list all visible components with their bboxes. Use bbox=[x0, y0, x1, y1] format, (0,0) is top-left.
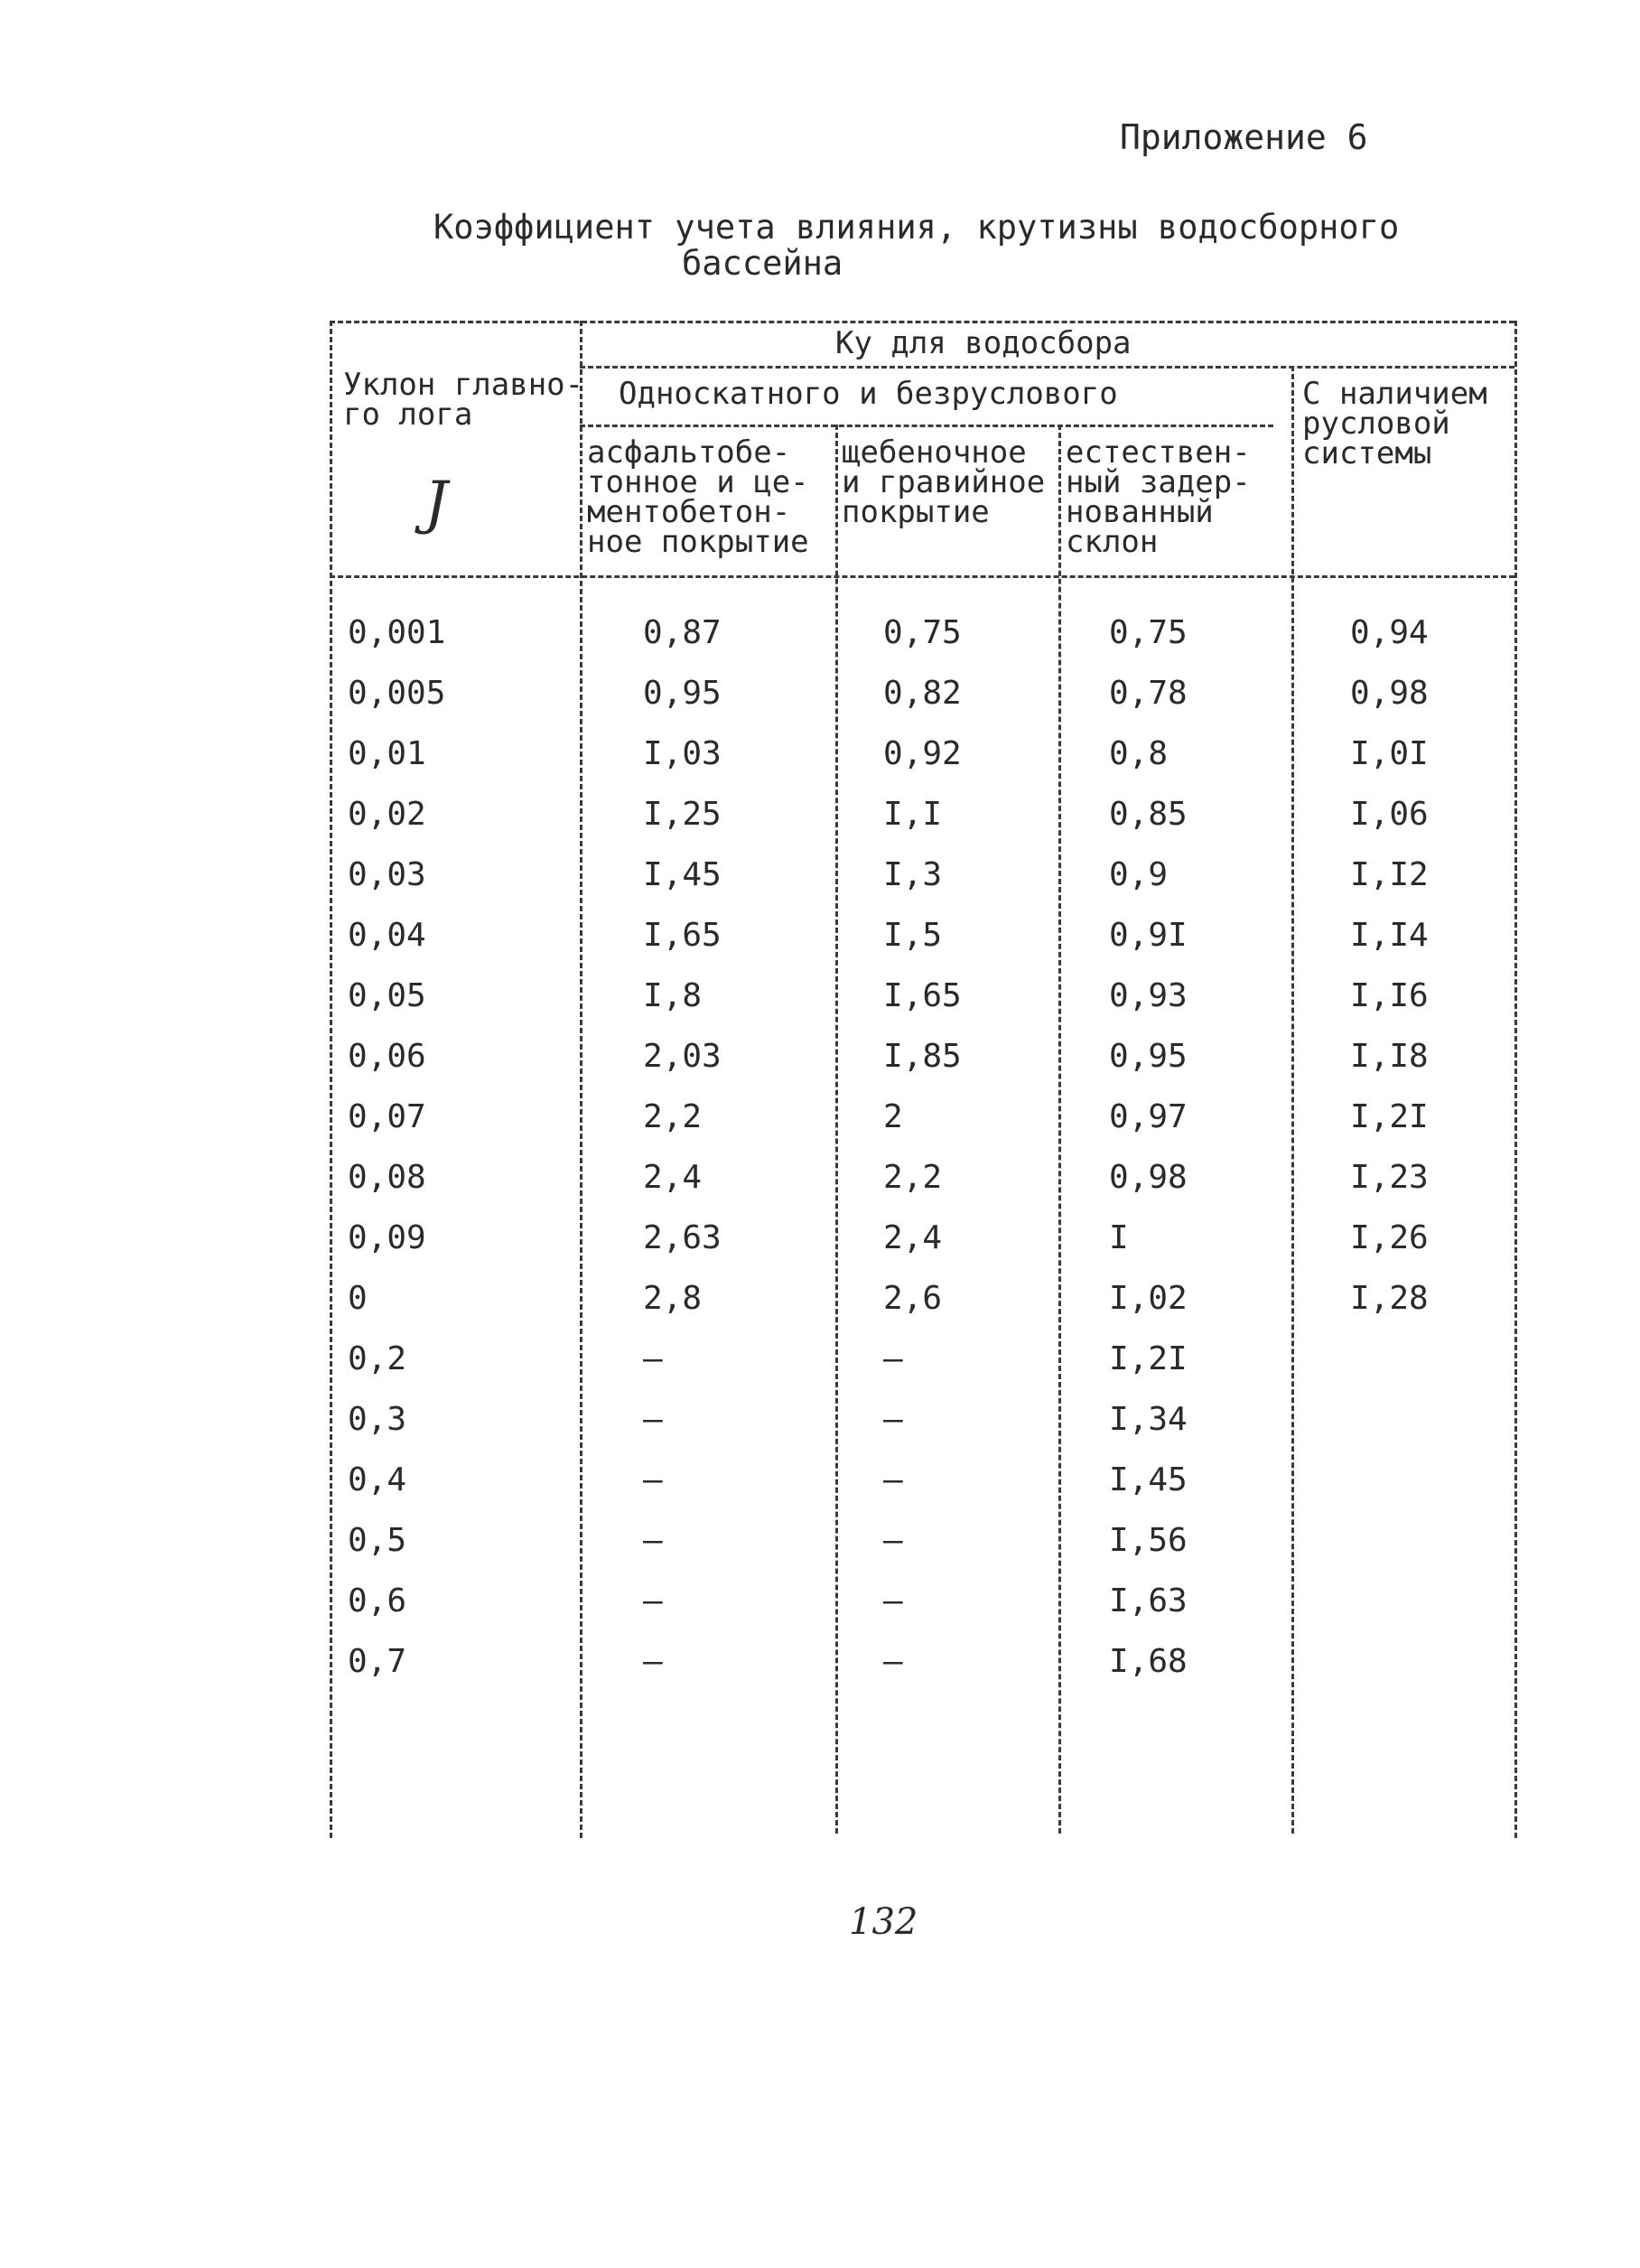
cell-natural: 0,97 bbox=[1109, 1098, 1188, 1135]
table-left-border bbox=[330, 321, 332, 1838]
cell-channel: I,2I bbox=[1350, 1098, 1429, 1135]
cell-asphalt: 2,2 bbox=[643, 1098, 703, 1135]
cell-slope: 0,4 bbox=[348, 1461, 407, 1498]
cell-asphalt: 0,87 bbox=[643, 614, 722, 651]
cell-slope: 0 bbox=[348, 1280, 368, 1317]
cell-natural: 0,9 bbox=[1109, 856, 1169, 893]
header-bottom-border bbox=[330, 575, 1514, 578]
header-slope-symbol: J bbox=[424, 470, 448, 537]
cell-gravel: I,65 bbox=[883, 977, 962, 1014]
cell-gravel: 0,92 bbox=[883, 735, 962, 772]
cell-channel: I,I6 bbox=[1350, 977, 1429, 1014]
cell-asphalt: 2,4 bbox=[643, 1159, 703, 1196]
cell-natural: I,56 bbox=[1109, 1522, 1188, 1559]
cell-asphalt: – bbox=[643, 1461, 663, 1498]
column-divider-4 bbox=[1291, 366, 1294, 1834]
cell-channel: I,I4 bbox=[1350, 917, 1429, 954]
cell-channel: I,I8 bbox=[1350, 1038, 1429, 1075]
cell-gravel: – bbox=[883, 1340, 903, 1377]
cell-asphalt: – bbox=[643, 1401, 663, 1438]
cell-natural: I,02 bbox=[1109, 1280, 1188, 1317]
cell-gravel: – bbox=[883, 1522, 903, 1559]
cell-slope: 0,03 bbox=[348, 856, 426, 893]
cell-natural: 0,75 bbox=[1109, 614, 1188, 651]
cell-slope: 0,07 bbox=[348, 1098, 426, 1135]
cell-asphalt: 2,8 bbox=[643, 1280, 703, 1317]
cell-natural: 0,78 bbox=[1109, 675, 1188, 712]
cell-asphalt: 2,63 bbox=[643, 1219, 722, 1256]
cell-gravel: – bbox=[883, 1643, 903, 1680]
cell-slope: 0,09 bbox=[348, 1219, 426, 1256]
cell-asphalt: I,8 bbox=[643, 977, 703, 1014]
table-top-border bbox=[330, 321, 1514, 323]
cell-gravel: 2,4 bbox=[883, 1219, 943, 1256]
header-col-gravel: щебеночное и гравийное покрытие bbox=[842, 434, 1046, 530]
page-number: 132 bbox=[849, 1901, 918, 1943]
cell-gravel: I,I bbox=[883, 796, 943, 833]
cell-natural: I bbox=[1109, 1219, 1129, 1256]
cell-slope: 0,05 bbox=[348, 977, 426, 1014]
cell-asphalt: – bbox=[643, 1582, 663, 1619]
single-slope-divider bbox=[580, 425, 1273, 427]
cell-natural: 0,8 bbox=[1109, 735, 1169, 772]
cell-gravel: 2 bbox=[883, 1098, 903, 1135]
cell-slope: 0,7 bbox=[348, 1643, 407, 1680]
title-line-2: бассейна bbox=[682, 244, 843, 283]
cell-slope: 0,2 bbox=[348, 1340, 407, 1377]
appendix-label: Приложение 6 bbox=[1120, 117, 1368, 157]
cell-gravel: – bbox=[883, 1461, 903, 1498]
cell-asphalt: 2,03 bbox=[643, 1038, 722, 1075]
cell-slope: 0,08 bbox=[348, 1159, 426, 1196]
cell-natural: I,68 bbox=[1109, 1643, 1188, 1680]
column-divider-2 bbox=[835, 425, 838, 1834]
cell-asphalt: I,25 bbox=[643, 796, 722, 833]
header-col-natural: естествен- ный задер- нованный склон bbox=[1066, 434, 1251, 560]
cell-slope: 0,3 bbox=[348, 1401, 407, 1438]
cell-natural: I,45 bbox=[1109, 1461, 1188, 1498]
cell-channel: I,06 bbox=[1350, 796, 1429, 833]
cell-slope: 0,6 bbox=[348, 1582, 407, 1619]
cell-natural: I,63 bbox=[1109, 1582, 1188, 1619]
header-slope: Уклон главно- го лога bbox=[343, 367, 584, 433]
cell-gravel: 0,75 bbox=[883, 614, 962, 651]
cell-slope: 0,001 bbox=[348, 614, 446, 651]
cell-channel: I,I2 bbox=[1350, 856, 1429, 893]
cell-channel: 0,94 bbox=[1350, 614, 1429, 651]
cell-gravel: 0,82 bbox=[883, 675, 962, 712]
cell-natural: 0,85 bbox=[1109, 796, 1188, 833]
cell-asphalt: I,45 bbox=[643, 856, 722, 893]
header-col-channel: С наличием русловой системы bbox=[1302, 376, 1487, 471]
cell-asphalt: – bbox=[643, 1340, 663, 1377]
cell-channel: I,0I bbox=[1350, 735, 1429, 772]
cell-natural: I,34 bbox=[1109, 1401, 1188, 1438]
cell-gravel: I,85 bbox=[883, 1038, 962, 1075]
cell-slope: 0,5 bbox=[348, 1522, 407, 1559]
cell-asphalt: – bbox=[643, 1643, 663, 1680]
cell-channel: 0,98 bbox=[1350, 675, 1429, 712]
cell-asphalt: I,03 bbox=[643, 735, 722, 772]
cell-gravel: – bbox=[883, 1582, 903, 1619]
cell-gravel: 2,2 bbox=[883, 1159, 943, 1196]
cell-asphalt: – bbox=[643, 1522, 663, 1559]
cell-gravel: I,3 bbox=[883, 856, 943, 893]
ky-group-divider bbox=[580, 366, 1514, 369]
cell-slope: 0,02 bbox=[348, 796, 426, 833]
table-right-border bbox=[1514, 321, 1517, 1838]
cell-channel: I,23 bbox=[1350, 1159, 1429, 1196]
column-divider-1 bbox=[580, 321, 582, 1838]
header-col-asphalt: асфальтобе- тонное и це- ментобетон- ное покрытие bbox=[587, 434, 809, 560]
cell-slope: 0,005 bbox=[348, 675, 446, 712]
cell-gravel: 2,6 bbox=[883, 1280, 943, 1317]
cell-channel: I,28 bbox=[1350, 1280, 1429, 1317]
cell-channel: I,26 bbox=[1350, 1219, 1429, 1256]
cell-natural: I,2I bbox=[1109, 1340, 1188, 1377]
cell-gravel: I,5 bbox=[883, 917, 943, 954]
cell-natural: 0,93 bbox=[1109, 977, 1188, 1014]
cell-slope: 0,06 bbox=[348, 1038, 426, 1075]
cell-slope: 0,01 bbox=[348, 735, 426, 772]
title-line-1: Коэффициент учета влияния, крутизны водосборного bbox=[433, 208, 1400, 247]
cell-natural: 0,9I bbox=[1109, 917, 1188, 954]
column-divider-3 bbox=[1058, 425, 1061, 1834]
cell-asphalt: I,65 bbox=[643, 917, 722, 954]
cell-natural: 0,98 bbox=[1109, 1159, 1188, 1196]
header-ky-group: Ку для водосбора bbox=[835, 325, 1132, 361]
cell-slope: 0,04 bbox=[348, 917, 426, 954]
cell-asphalt: 0,95 bbox=[643, 675, 722, 712]
cell-gravel: – bbox=[883, 1401, 903, 1438]
document-title bbox=[433, 210, 1399, 282]
cell-natural: 0,95 bbox=[1109, 1038, 1188, 1075]
header-single-slope-group: Односкатного и безруслового bbox=[619, 376, 1118, 412]
